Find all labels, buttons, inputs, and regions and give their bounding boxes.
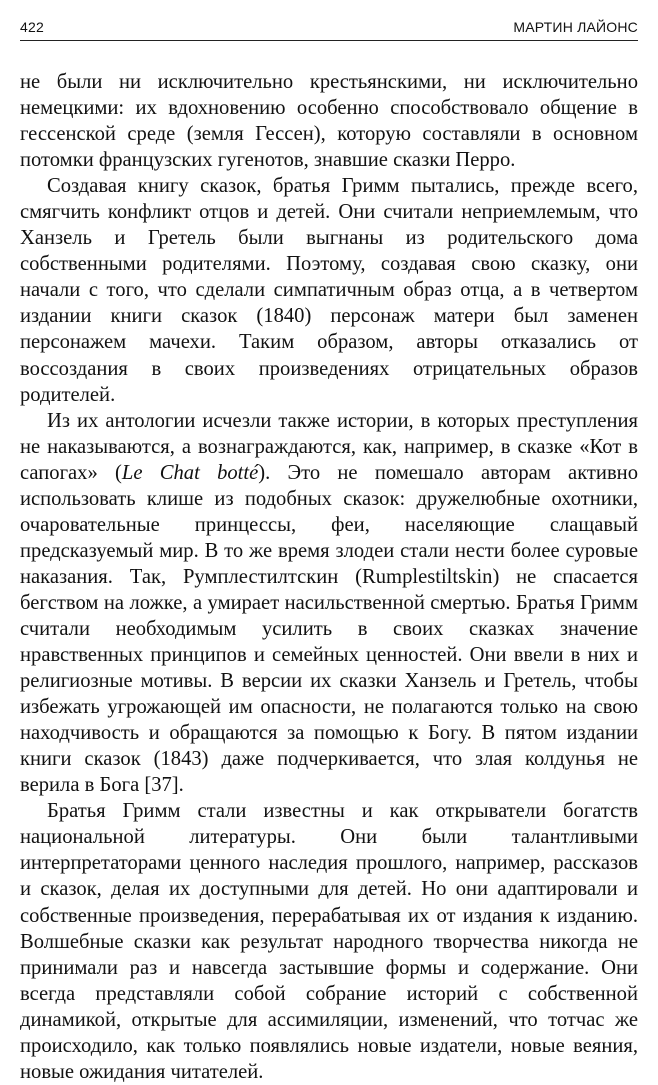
- running-head-author: МАРТИН ЛАЙОНС: [513, 19, 638, 35]
- running-header: [20, 10, 638, 41]
- body-text: [20, 69, 638, 1085]
- italic-title: Le Chat botté: [121, 461, 259, 484]
- paragraph-2: Создавая книгу сказок, братья Гримм пытались, прежде всего, смягчить конфликт отцов и детей. Они считали неприемлемым, что Ханзель и Гретель были выгнаны из родительского дома собственными родителями. Поэтому, создавая свою сказку, они начали с того, что сделали симпатичным образ отца, а в четвертом издании книги сказок (1840) персонаж матери был заменен персонажем мачехи. Таким образом, авторы отказались от воссоздания в своих произведениях отрицательных образов родителей.: [20, 175, 638, 406]
- paragraph-3-text-after: ). Это не помешало авторам активно использовать клише из подобных сказок: дружелюбные охотники, очаровательные принцессы, феи, населяющие слащавый предсказуемый мир. В то же время злодеи стали нести более суровые наказания. Так, Румплестилтскин (Rumplestiltskin) не спасается бегством на ложке, а умирает насильственной смертью. Братья Гримм считали необходимым усилить в своих сказках значение нравственных принципов и семейных ценностей. Они ввели в них и религиозные мотивы. В версии их сказки Ханзель и Гретель, чтобы избежать угрожающей им опасности, не полагаются только на свою находчивость и обращаются за помощью к Богу. В пятом издании книги сказок (1843) даже подчеркивается, что злая колдунья не верила в Бога [37].: [20, 461, 638, 797]
- paragraph-1: не были ни исключительно крестьянскими, ни исключительно немецкими: их вдохновению особенно способствовало общение в гессенской среде (земля Гессен), которую составляли в основном потомки французских гугенотов, знавшие сказки Перро.: [20, 71, 638, 172]
- paragraph-3-text-before: Из их антологии исчезли также истории, в которых преступления не наказываются, а вознаграждаются, как, например, в сказке «Кот в сапогах» (: [20, 409, 638, 484]
- book-page: [20, 10, 638, 1083]
- paragraph-3: [20, 408, 638, 799]
- page-number: 422: [20, 19, 44, 35]
- paragraph-4: Братья Гримм стали известны и как открыватели богатств национальной литературы. Они были талантливыми интерпретаторами ценного наследия прошлого, например, рассказов и сказок, делая их доступными для детей. Но они адаптировали и собственные произведения, перерабатывая их от издания к изданию. Волшебные сказки как результат народного творчества никогда не принимали раз и навсегда застывшие формы и содержание. Они всегда представляли собой собрание историй с собственной динамикой, открытые для ассимиляции, изменений, что тотчас же происходило, как только появлялись новые издатели, новые веяния, новые ожидания читателей.: [20, 800, 638, 1083]
